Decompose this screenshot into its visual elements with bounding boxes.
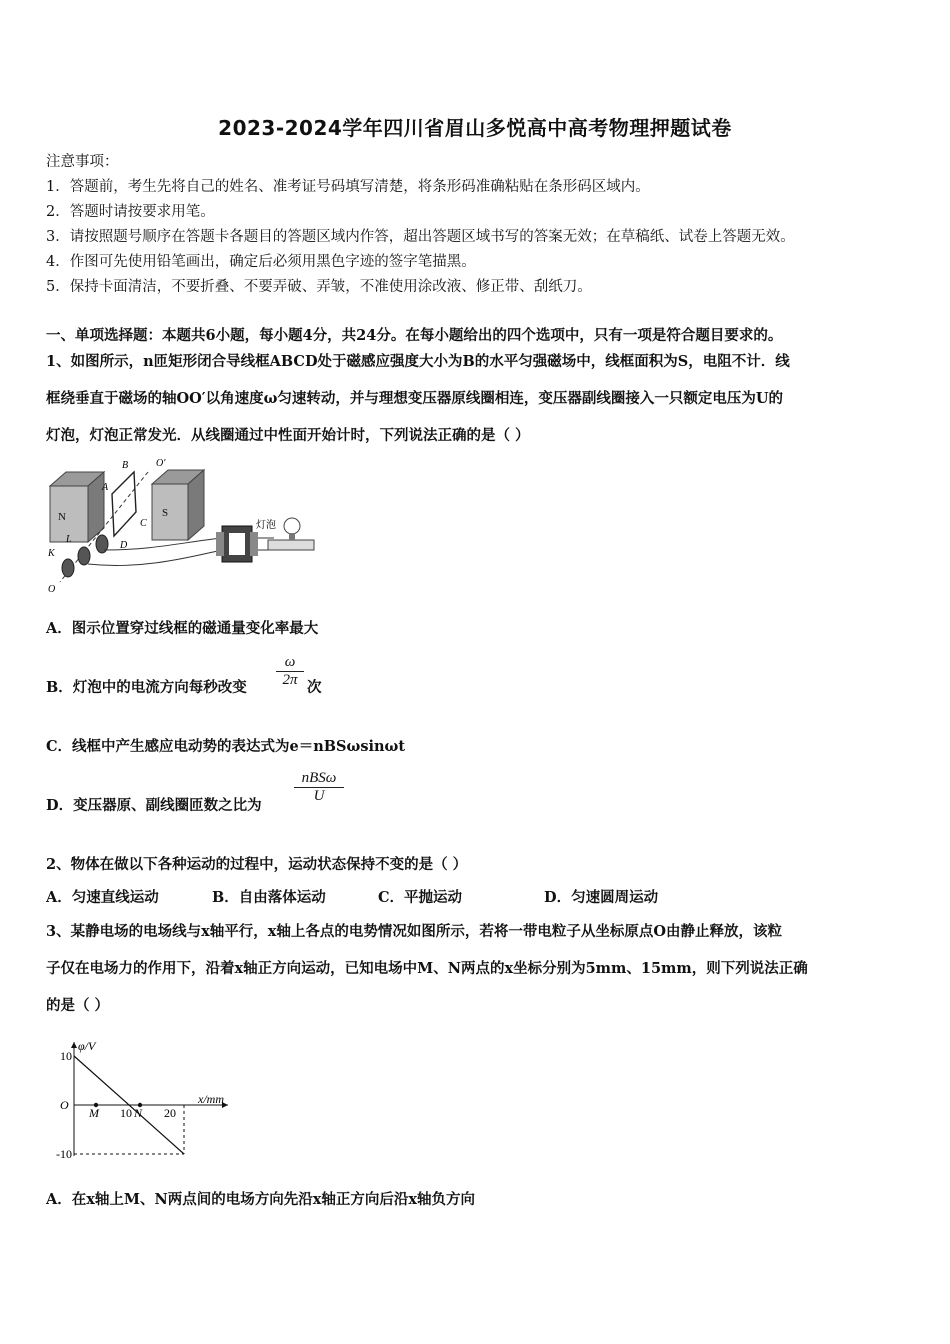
origin-label: O	[60, 1098, 69, 1112]
x-tick-20: 20	[164, 1106, 176, 1120]
y-tick-10: 10	[60, 1049, 72, 1063]
q3-stem-line-1: 3、某静电场的电场线与x轴平行，x轴上各点的电势情况如图所示，若将一带电粒子从坐标原点O由静止释放，该粒	[46, 923, 783, 940]
q2-option-c: C．平抛运动	[378, 889, 463, 906]
page-title: 2023-2024学年四川省眉山多悦高中高考物理押题试卷	[218, 116, 732, 140]
brush-l-label: L	[66, 534, 72, 545]
notice-item-2: 2．答题时请按要求用笔。	[46, 204, 215, 220]
q1-stem-line-3: 灯泡，灯泡正常发光．从线圈通过中性面开始计时，下列说法正确的是（ ）	[46, 427, 530, 444]
fraction-denominator: 2π	[282, 672, 298, 688]
q1-option-d-text: D．变压器原、副线圈匝数之比为	[46, 797, 262, 814]
axis-o-label: O	[48, 584, 56, 595]
y-axis-label: φ/V	[78, 1039, 96, 1053]
coil-a-label: A	[102, 482, 109, 493]
q3-potential-chart	[44, 1026, 264, 1166]
x-tick-10: 10	[120, 1106, 132, 1120]
fraction-numerator: nBSω	[301, 770, 337, 786]
q1-option-b-fraction	[276, 654, 304, 689]
q2-option-d: D．匀速圆周运动	[544, 889, 659, 906]
notice-item-5: 5．保持卡面清洁，不要折叠、不要弄破、弄皱，不准使用涂改液、修正带、刮纸刀。	[46, 279, 592, 295]
section-heading: 一、单项选择题：本题共6小题，每小题4分，共24分。在每小题给出的四个选项中，只有一项是符合题目要求的。	[46, 327, 783, 344]
q3-option-a: A．在x轴上M、N两点间的电场方向先沿x轴正方向后沿x轴负方向	[46, 1191, 475, 1208]
coil-d-label: D	[120, 540, 128, 551]
lamp-label: 灯泡	[256, 520, 276, 531]
q1-stem-line-1: 1、如图所示，n匝矩形闭合导线框ABCD处于磁感应强度大小为B的水平匀强磁场中，线框面积为S，电阻不计．线	[46, 353, 790, 370]
q2-stem: 2、物体在做以下各种运动的过程中，运动状态保持不变的是（ ）	[46, 856, 468, 873]
notice-item-4: 4．作图可先使用铅笔画出，确定后必须用黑色字迹的签字笔描黑。	[46, 254, 476, 270]
q2-option-b: B．自由落体运动	[212, 889, 326, 906]
notice-item-1: 1．答题前，考生先将自己的姓名、准考证号码填写清楚，将条形码准确粘贴在条形码区域内。	[46, 179, 650, 195]
q1-option-c: C．线框中产生感应电动势的表达式为e＝nBSωsinωt	[46, 738, 406, 755]
coil-b-label: B	[122, 460, 129, 471]
q2-option-a: A．匀速直线运动	[46, 889, 159, 906]
notice-heading: 注意事项：	[46, 154, 119, 170]
q3-stem-line-2: 子仅在电场力的作用下，沿着x轴正方向运动，已知电场中M、N两点的x坐标分别为5mm、15mm，则下列说法正确	[46, 960, 808, 977]
q1-option-b-suffix: 次	[307, 679, 322, 696]
q1-option-b-text: B．灯泡中的电流方向每秒改变	[46, 679, 247, 696]
point-n-label: N	[133, 1106, 143, 1120]
point-m-label: M	[89, 1106, 99, 1120]
x-axis-label: x/mm	[198, 1092, 224, 1106]
fraction-numerator: ω	[284, 654, 296, 670]
y-tick-neg-10: -10	[56, 1147, 72, 1161]
q1-option-d-fraction	[294, 770, 344, 805]
q1-stem-line-2: 框绕垂直于磁场的轴OO′以角速度ω匀速转动，并与理想变压器原线圈相连，变压器副线圈接入一只额定电压为U的	[46, 390, 784, 407]
axis-o-prime-label: O′	[156, 458, 166, 469]
notice-item-3: 3．请按照题号顺序在答题卡各题目的答题区域内作答，超出答题区域书写的答案无效；在草稿纸、试卷上答题无效。	[46, 229, 795, 245]
coil-c-label: C	[140, 518, 147, 529]
magnet-s-label: S	[162, 507, 169, 519]
q3-stem-line-3: 的是（ ）	[46, 997, 110, 1014]
fraction-denominator: U	[313, 788, 325, 804]
brush-k-label: K	[48, 548, 55, 559]
y-axis-arrow	[71, 1042, 77, 1048]
q1-option-a: A．图示位置穿过线框的磁通量变化率最大	[46, 620, 319, 637]
q1-generator-figure	[44, 458, 334, 598]
magnet-n-label: N	[58, 511, 66, 523]
